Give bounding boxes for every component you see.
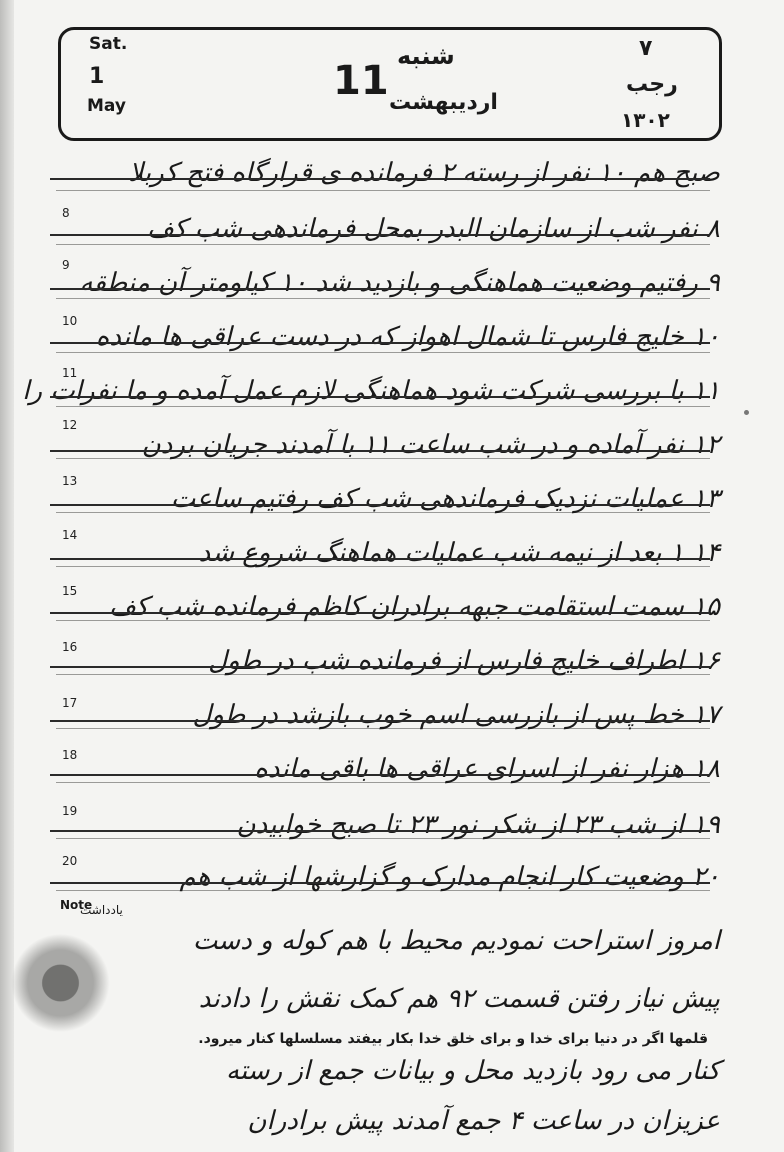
handwriting-text: ۲۰ وضعیت کار انجام مدارک و گزارشها از شب هم	[179, 862, 720, 892]
date-header	[58, 27, 722, 141]
note-text: پیش نیاز رفتن قسمت ۹۲ هم کمک نقش را دادند	[198, 984, 720, 1014]
handwriting-text: ۱۵ سمت استقامت جبهه برادران کاظم فرمانده شب کف	[109, 592, 720, 622]
weekday-fa: شنبه	[397, 42, 455, 70]
note-row	[40, 1050, 720, 1090]
note-row	[40, 978, 720, 1018]
line-number: 14	[62, 528, 78, 542]
hijri-day: ۷	[639, 36, 653, 61]
date-en: 1	[89, 64, 105, 89]
handwriting-row	[22, 370, 720, 410]
handwriting-text: ۱۳ عملیات نزدیک فرماندهی شب کف رفتیم ساعت	[170, 484, 720, 514]
printed-quote: قلمها اگر در دنیا برای خدا و برای خلق خدا بکار بیفتد مسلسلها کنار میرود.	[198, 1031, 708, 1047]
handwriting-row	[40, 478, 720, 518]
line-number: 16	[62, 640, 78, 654]
handwriting-row	[40, 856, 720, 896]
margin-dot	[744, 410, 749, 415]
strike-through	[50, 342, 710, 344]
strike-through	[50, 504, 710, 506]
handwriting-text: صبح هم ۱۰ نفر از رسته ۲ فرمانده ی قرارگاه فتح کربلا	[128, 158, 720, 188]
handwriting-row	[40, 262, 720, 302]
month-en: May	[87, 96, 126, 116]
note-text: عزیزان در ساعت ۴ جمع آمدند پیش برادران	[247, 1106, 720, 1136]
line-number: 10	[62, 314, 78, 328]
line-number: 8	[62, 206, 70, 220]
line-number: 17	[62, 696, 78, 710]
note-text: کنار می رود بازدید محل و بیانات جمع از رسته	[226, 1056, 720, 1086]
handwriting-text: ۱۷ خط پس از بازرسی اسم خوب بازشد در طول	[192, 700, 720, 730]
note-label: Note	[60, 898, 93, 912]
line-number: 18	[62, 748, 78, 762]
handwriting-row	[40, 640, 720, 680]
line-number: 15	[62, 584, 78, 598]
strike-through	[50, 720, 710, 722]
handwriting-text: ۱۱ با بررسی شرکت شود هماهنگی لازم عمل آمده و ما نفرات را	[22, 376, 720, 406]
handwriting-row	[40, 208, 720, 248]
note-label-fa: یادداشت	[80, 903, 123, 917]
strike-through	[50, 178, 710, 180]
strike-through	[50, 612, 710, 614]
strike-through	[50, 450, 710, 452]
handwriting-row	[40, 152, 720, 192]
handwriting-row	[40, 586, 720, 626]
line-number: 12	[62, 418, 78, 432]
handwriting-text: ۹ رفتیم وضعیت هماهنگی و بازدید شد ۱۰ کیلومتر آن منطقه	[79, 268, 720, 298]
handwriting-row	[40, 804, 720, 844]
handwriting-text: ۱۲ نفر آماده و در شب ساعت ۱۱ با آمدند جریان بردن	[141, 430, 720, 460]
line-number: 19	[62, 804, 78, 818]
day-number: 11	[333, 58, 389, 104]
handwriting-text: ۱۰ خلیج فارس تا شمال اهواز که در دست عراقی ها مانده	[95, 322, 720, 352]
strike-through	[50, 774, 710, 776]
strike-through	[50, 558, 710, 560]
hijri-year: ۱۳۰۲	[621, 108, 670, 132]
strike-through	[50, 396, 710, 398]
handwriting-text: ۱۹ از شب ۲۳ از شکر نور ۲۳ تا صبح خوابیدن	[236, 810, 720, 840]
handwriting-row	[40, 748, 720, 788]
month-fa: اردیبهشت	[389, 90, 498, 115]
hijri-month: رجب	[626, 72, 678, 97]
note-text: امروز استراحت نمودیم محیط با هم کوله و دست	[192, 926, 720, 956]
strike-through	[50, 234, 710, 236]
strike-through	[50, 882, 710, 884]
strike-through	[50, 288, 710, 290]
line-number: 9	[62, 258, 70, 272]
line-number: 11	[62, 366, 78, 380]
handwriting-text: ۱۸ هزار نفر از اسرای عراقی ها باقی مانده	[254, 754, 720, 784]
handwriting-row	[40, 424, 720, 464]
note-row	[40, 920, 720, 960]
handwriting-row	[40, 316, 720, 356]
note-row	[40, 1100, 720, 1140]
handwriting-row	[40, 532, 720, 572]
handwriting-row	[40, 694, 720, 734]
line-number: 13	[62, 474, 78, 488]
strike-through	[50, 830, 710, 832]
strike-through	[50, 666, 710, 668]
line-number: 20	[62, 854, 78, 868]
handwriting-text: ۱۶ اطراف خلیج فارس از فرمانده شب در طول	[208, 646, 720, 676]
handwriting-text: ۸ نفر شب از سازمان البدر بمحل فرماندهی شب کف	[147, 214, 720, 244]
handwriting-text: ۱۴ ۱ بعد از نیمه شب عملیات هماهنگ شروع شد	[198, 538, 720, 568]
weekday-en: Sat.	[89, 34, 128, 54]
ink-stain	[0, 928, 110, 1038]
